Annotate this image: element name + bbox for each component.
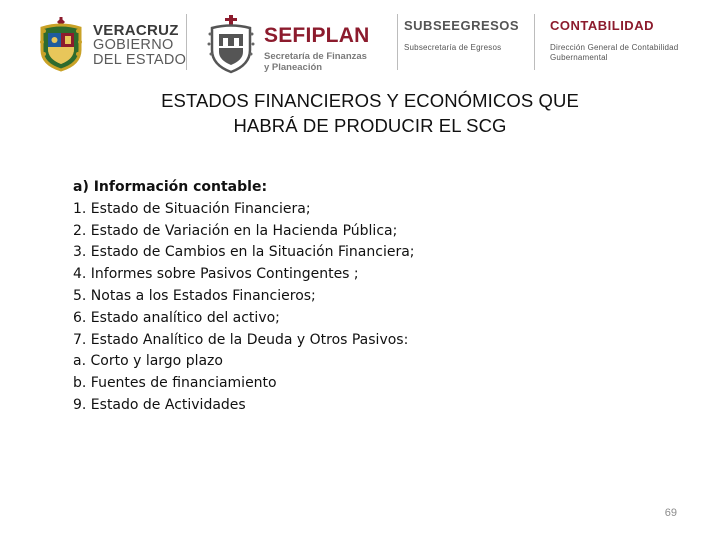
statement-list [73, 177, 493, 417]
header-divider [186, 14, 187, 70]
list-heading: a) Información contable: [73, 179, 268, 195]
list-item: a. Corto y largo plazo [73, 353, 223, 370]
document-title-line2: HABRÁ DE PRODUCIR EL SCG [233, 115, 507, 136]
contabilidad-subtitle-line1: Dirección General de Contabilidad [550, 43, 679, 52]
contabilidad-title: CONTABILIDAD [550, 18, 654, 33]
sefiplan-shield-icon [206, 14, 256, 74]
sefiplan-subtitle [264, 51, 404, 73]
contabilidad-subtitle [550, 43, 710, 63]
list-item: 2. Estado de Variación en la Hacienda Pública; [73, 222, 398, 239]
list-item: 1. Estado de Situación Financiera; [73, 200, 311, 217]
sefiplan-subtitle-line1: Secretaría de Finanzas [264, 51, 367, 62]
list-item: b. Fuentes de financiamiento [73, 375, 277, 392]
list-item: 3. Estado de Cambios en la Situación Financiera; [73, 244, 415, 261]
header-divider [397, 14, 398, 70]
list-item: 5. Notas a los Estados Financieros; [73, 287, 316, 304]
list-item: 9. Estado de Actividades [73, 396, 246, 413]
veracruz-name: VERACRUZ [93, 22, 179, 39]
document-title [80, 88, 660, 138]
list-item: 6. Estado analítico del activo; [73, 309, 280, 326]
page-number: 69 [664, 507, 677, 519]
list-item: 7. Estado Analítico de la Deuda y Otros Pasivos: [73, 331, 409, 348]
sefiplan-subtitle-line2: y Planeación [264, 62, 323, 73]
header [0, 0, 720, 88]
list-item: 4. Informes sobre Pasivos Contingentes ; [73, 266, 359, 283]
subegresos-subtitle: Subsecretaría de Egresos [404, 43, 502, 52]
document-title-line1: ESTADOS FINANCIEROS Y ECONÓMICOS QUE [161, 90, 579, 111]
veracruz-shield-icon [36, 16, 86, 72]
veracruz-gobierno: GOBIERNO [93, 37, 174, 53]
veracruz-del-estado: DEL ESTADO [93, 52, 187, 68]
subegresos-title: SUBSEEGRESOS [404, 18, 520, 33]
contabilidad-subtitle-line2: Gubernamental [550, 53, 608, 62]
header-divider [534, 14, 535, 70]
sefiplan-title: SEFIPLAN [264, 24, 370, 47]
